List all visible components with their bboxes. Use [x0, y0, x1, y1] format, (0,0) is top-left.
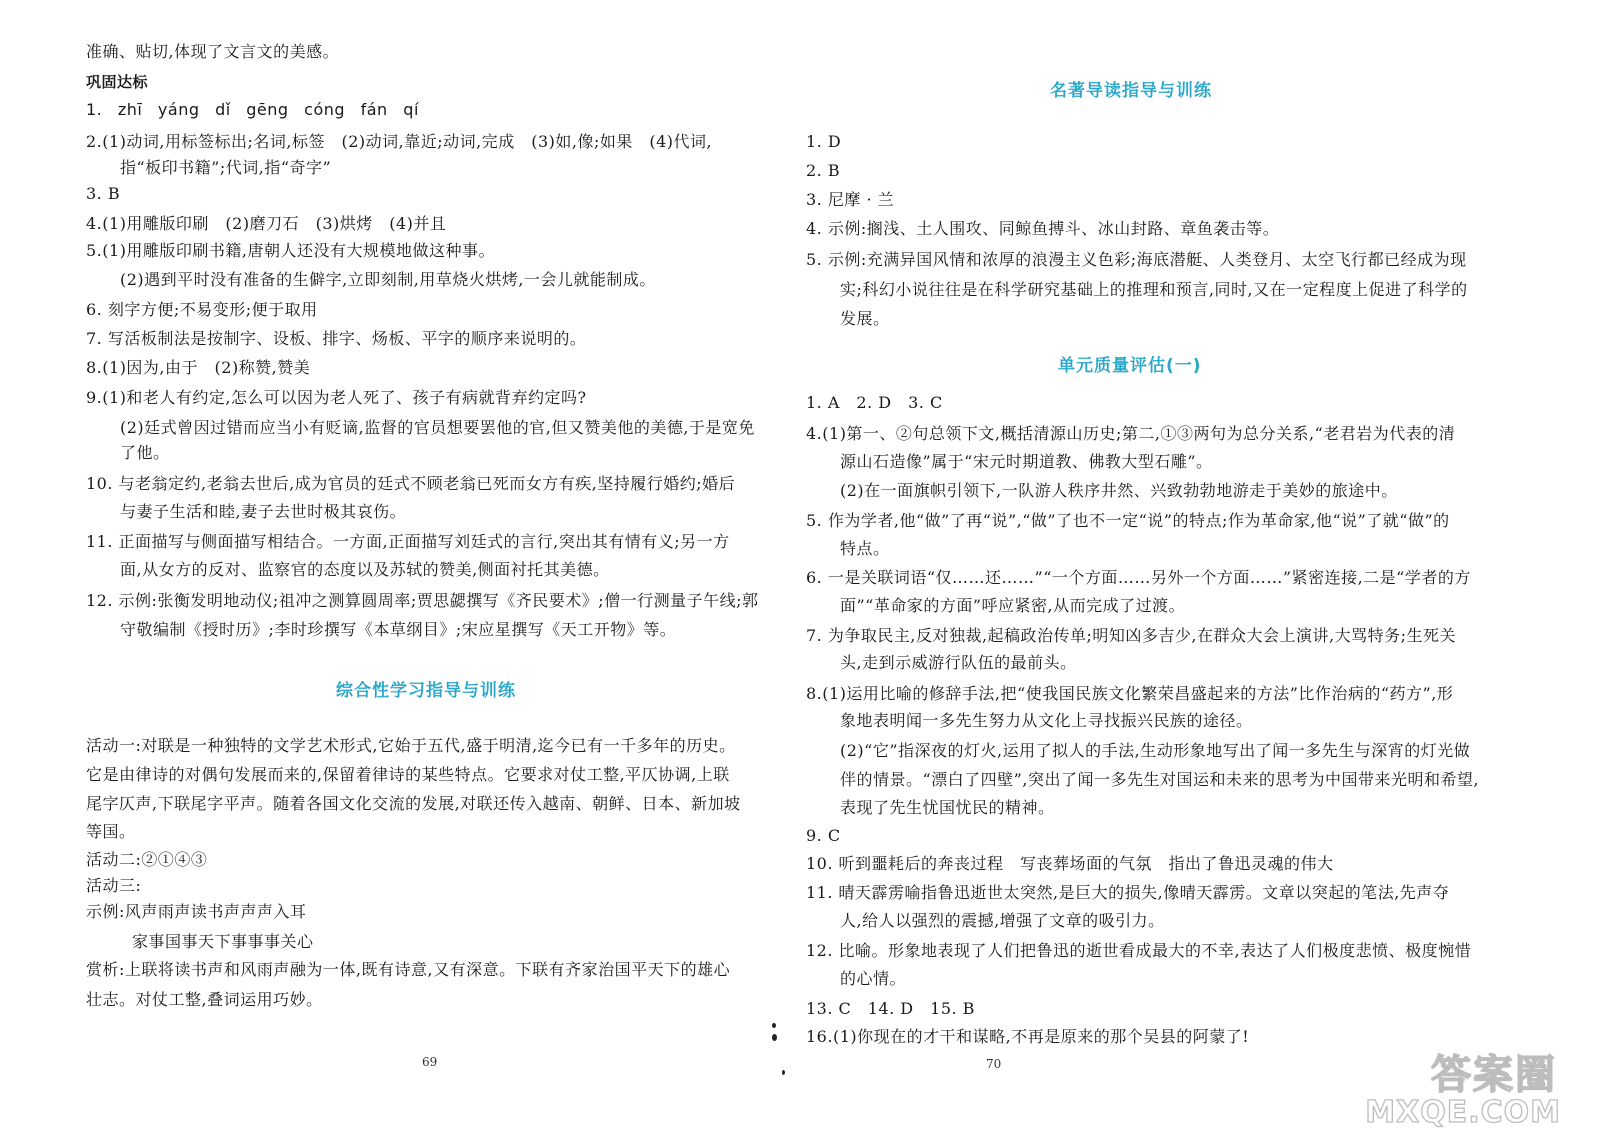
text-line: 壮志。对仗工整,叠词运用巧妙。	[86, 990, 323, 1009]
text-line: 表现了先生忧国忧民的精神。	[840, 798, 1055, 817]
watermark-url: MXQE.COM	[1365, 1095, 1561, 1130]
text-line: 家事国事天下事事事关心	[132, 932, 314, 951]
text-line: 8.(1)因为,由于 (2)称赞,赞美	[86, 358, 311, 377]
text-line: 2.(1)动词,用标签标出;名词,标签 (2)动词,靠近;动词,完成 (3)如,像;如果 (4)代词,	[86, 132, 713, 151]
text-line: 10. 听到噩耗后的奔丧过程 写丧葬场面的气氛 指出了鲁迅灵魂的伟大	[806, 854, 1334, 873]
text-line: 了他。	[120, 443, 170, 462]
watermark-logo	[1365, 1043, 1561, 1133]
page-number: 69	[422, 1055, 438, 1069]
text-line: 实;科幻小说往往是在科学研究基础上的推理和预言,同时,又在一定程度上促进了科学的	[840, 280, 1468, 299]
text-line: 指“板印书籍”;代词,指“奇字”	[120, 158, 332, 177]
text-line: 4. 示例:搁浅、土人围攻、同鲸鱼搏斗、冰山封路、章鱼袭击等。	[806, 219, 1280, 238]
right-page	[806, 0, 1546, 1139]
text-line: (2)廷式曾因过错而应当小有贬谪,监督的官员想要罢他的官,但又赞美他的美德,于是宽免	[120, 418, 755, 437]
text-line: 16.(1)你现在的才干和谋略,不再是原来的那个吴县的阿蒙了!	[806, 1027, 1250, 1046]
text-line: 1. A 2. D 3. C	[806, 393, 943, 412]
text-line: 5. 示例:充满异国风情和浓厚的浪漫主义色彩;海底潜艇、人类登月、太空飞行都已经成为现	[806, 250, 1467, 269]
text-line: 3. B	[86, 184, 121, 203]
text-line: 1. D	[806, 132, 842, 151]
binding-mark	[772, 1023, 776, 1028]
text-line: (2)遇到平时没有准备的生僻字,立即刻制,用草烧火烘烤,一会儿就能制成。	[120, 270, 656, 289]
text-line: 的心情。	[840, 969, 907, 988]
text-line: 示例:风声雨声读书声声声入耳	[86, 902, 307, 921]
text-line: 6. 一是关联词语“仅……还……”“一个方面……另外一个方面……”紧密连接,二是“学者的方	[806, 568, 1471, 587]
text-line: 发展。	[840, 309, 890, 328]
text-line: (2)在一面旗帜引领下,一队游人秩序井然、兴致勃勃地游走于美妙的旅途中。	[840, 481, 1398, 500]
text-line: 9.(1)和老人有约定,怎么可以因为老人死了、孩子有病就背弃约定吗?	[86, 388, 587, 407]
text-line: 准确、贴切,体现了文言文的美感。	[86, 42, 340, 61]
text-line: 它是由律诗的对偶句发展而来的,保留着律诗的某些特点。它要求对仗工整,平仄协调,上联	[86, 765, 730, 784]
text-line: 12. 示例:张衡发明地动仪;祖冲之测算圆周率;贾思勰撰写《齐民要术》;僧一行测量子午线;郭	[86, 591, 759, 610]
text-line: 7. 写活板制法是按制字、设板、排字、炀板、平字的顺序来说明的。	[86, 329, 587, 348]
text-line: 守敬编制《授时历》;李时珍撰写《本草纲目》;宋应星撰写《天工开物》等。	[120, 620, 677, 639]
text-line: 7. 为争取民主,反对独裁,起稿政治传单;明知凶多吉少,在群众大会上演讲,大骂特务;生死关	[806, 626, 1456, 645]
text-line: 特点。	[840, 539, 890, 558]
text-line: 面,从女方的反对、监察官的态度以及苏轼的赞美,侧面衬托其美德。	[120, 560, 610, 579]
text-line: 1. zhī yáng dǐ gēng cóng fán qí	[86, 100, 419, 119]
text-line: 11. 晴天霹雳喻指鲁迅逝世太突然,是巨大的损失,像晴天霹雳。文章以突起的笔法,先声夺	[806, 883, 1450, 902]
left-page	[86, 0, 802, 1139]
text-line: 6. 刻字方便;不易变形;便于取用	[86, 300, 318, 319]
text-line: 伴的情景。“漂白了四壁”,突出了闻一多先生对国运和未来的思考为中国带来光明和希望,	[840, 770, 1480, 789]
page-number: 70	[986, 1057, 1002, 1071]
text-line: 等国。	[86, 822, 136, 841]
text-line: 11. 正面描写与侧面描写相结合。一方面,正面描写刘廷式的言行,突出其有情有义;另一方	[86, 532, 730, 551]
text-line: 2. B	[806, 161, 841, 180]
text-line: 10. 与老翁定约,老翁去世后,成为官员的廷式不顾老翁已死而女方有疾,坚持履行婚约;婚后	[86, 474, 736, 493]
section-title-unit-assessment: 单元质量评估(一)	[1058, 356, 1202, 376]
text-line: 源山石造像”属于“宋元时期道教、佛教大型石雕”。	[840, 452, 1213, 471]
subsection-heading: 巩固达标	[86, 73, 149, 91]
text-line: 5.(1)用雕版印刷书籍,唐朝人还没有大规模地做这种事。	[86, 241, 496, 260]
binding-mark	[772, 1034, 777, 1041]
text-line: 活动一:对联是一种独特的文学艺术形式,它始于五代,盛于明清,迄今已有一千多年的历史。	[86, 736, 736, 755]
text-line: 4.(1)用雕版印刷 (2)磨刀石 (3)烘烤 (4)并且	[86, 214, 447, 233]
text-line: 4.(1)第一、②句总领下文,概括清源山历史;第二,①③两句为总分关系,“老君岩为代表的清	[806, 424, 1456, 443]
text-line: (2)“它”指深夜的灯火,运用了拟人的手法,生动形象地写出了闻一多先生与深宵的灯光做	[840, 741, 1471, 760]
text-line: 5. 作为学者,他“做”了再“说”,“做”了也不一定“说”的特点;作为革命家,他“说”了就“做”的	[806, 511, 1450, 530]
text-line: 与妻子生活和睦,妻子去世时极其哀伤。	[120, 502, 407, 521]
text-line: 赏析:上联将读书声和风雨声融为一体,既有诗意,又有深意。下联有齐家治国平天下的雄心	[86, 960, 731, 979]
text-line: 活动三:	[86, 876, 142, 895]
text-line: 9. C	[806, 826, 841, 845]
binding-mark	[782, 1070, 785, 1075]
text-line: 面”“革命家的方面”呼应紧密,从而完成了过渡。	[840, 596, 1186, 615]
text-line: 象地表明闻一多先生努力从文化上寻找振兴民族的途径。	[840, 711, 1253, 730]
text-line: 12. 比喻。形象地表现了人们把鲁迅的逝世看成最大的不幸,表达了人们极度悲愤、极度惋惜	[806, 941, 1472, 960]
section-title-comprehensive-learning: 综合性学习指导与训练	[336, 681, 516, 701]
text-line: 活动二:②①④③	[86, 850, 208, 869]
text-line: 13. C 14. D 15. B	[806, 999, 975, 1018]
watermark-text: 答案圈	[1431, 1052, 1557, 1098]
text-line: 8.(1)运用比喻的修辞手法,把“使我国民族文化繁荣昌盛起来的方法”比作治病的“药方”,形	[806, 684, 1454, 703]
text-line: 人,给人以强烈的震撼,增强了文章的吸引力。	[840, 911, 1165, 930]
section-title-classics-reading: 名著导读指导与训练	[1050, 81, 1212, 101]
text-line: 尾字仄声,下联尾字平声。随着各国文化交流的发展,对联还传入越南、朝鲜、日本、新加坡	[86, 794, 741, 813]
text-line: 3. 尼摩 · 兰	[806, 190, 895, 209]
text-line: 头,走到示威游行队伍的最前头。	[840, 653, 1077, 672]
